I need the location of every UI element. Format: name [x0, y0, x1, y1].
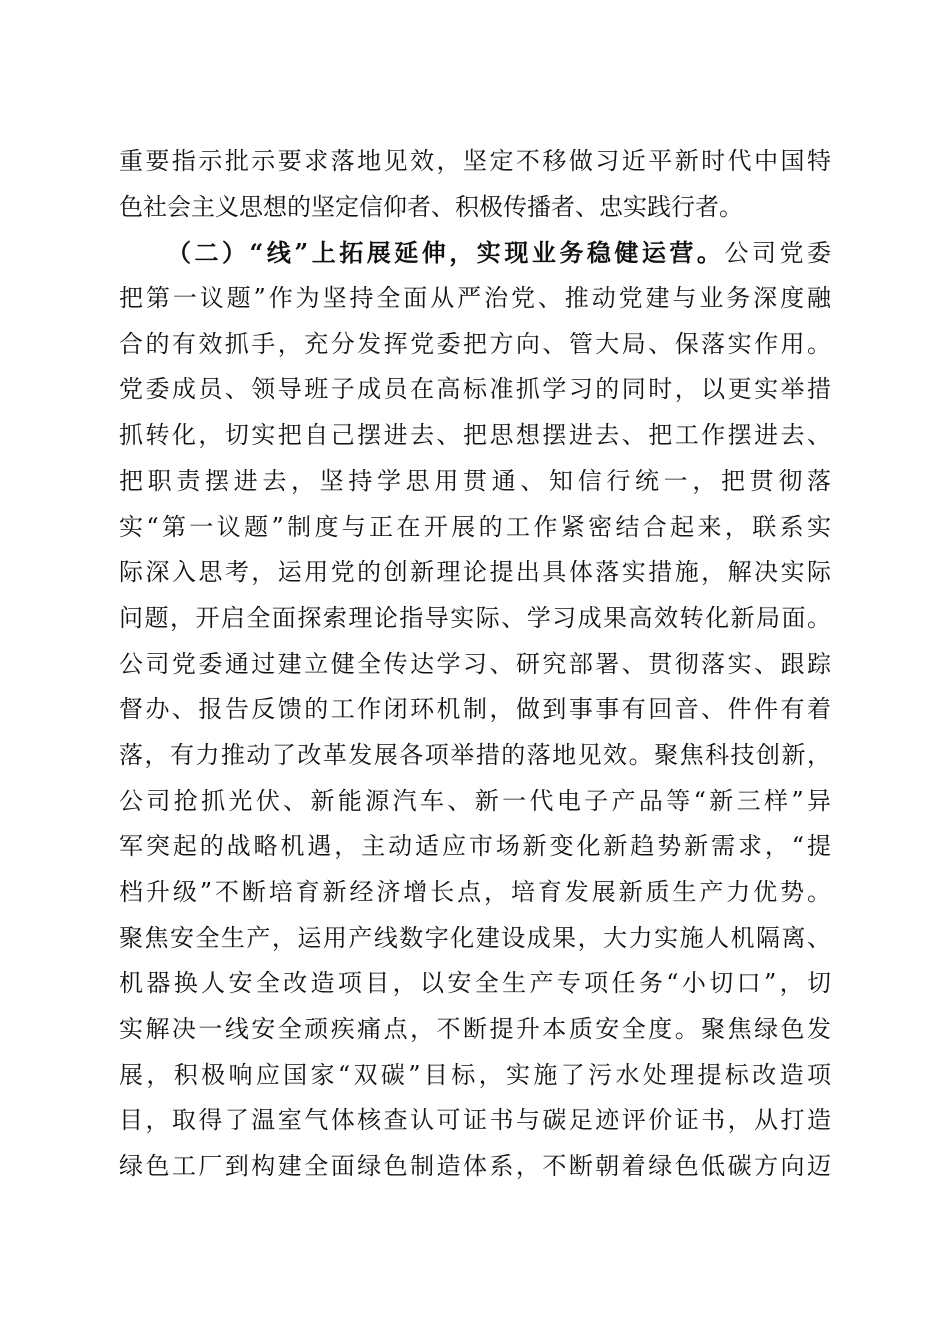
- text-line: 展，积极响应国家“双碳”目标，实施了污水处理提标改造项: [119, 1060, 831, 1089]
- heading-line-rest: 公司党委: [724, 239, 832, 268]
- text-line: 落，有力推动了改革发展各项举措的落地见效。聚焦科技创新，: [119, 740, 831, 769]
- text-line: 重要指示批示要求落地见效，坚定不移做习近平新时代中国特: [119, 147, 831, 175]
- text-line: 督办、报告反馈的工作闭环机制，做到事事有回音、件件有着: [119, 695, 831, 724]
- text-line-with-heading: [119, 230, 831, 276]
- paragraph-continuation: [119, 139, 831, 230]
- section-heading: （二）“线”上拓展延伸，实现业务稳健运营。: [167, 238, 725, 268]
- paragraph-section-2: [119, 230, 831, 1189]
- text-line: 实“第一议题”制度与正在开展的工作紧密结合起来，联系实: [119, 512, 831, 541]
- text-line: 军突起的战略机遇，主动适应市场新变化新趋势新需求，“提: [119, 832, 831, 861]
- text-line: 档升级”不断培育新经济增长点，培育发展新质生产力优势。: [119, 878, 831, 906]
- text-line: 合的有效抓手，充分发挥党委把方向、管大局、保落实作用。: [119, 329, 831, 358]
- text-line: 抓转化，切实把自己摆进去、把思想摆进去、把工作摆进去、: [119, 421, 831, 450]
- text-line: 公司抢抓光伏、新能源汽车、新一代电子产品等“新三样”异: [119, 786, 831, 815]
- text-line: 目，取得了温室气体核查认可证书与碳足迹评价证书，从打造: [119, 1106, 831, 1135]
- text-line: 党委成员、领导班子成员在高标准抓学习的同时，以更实举措: [119, 375, 831, 404]
- text-line: 机器换人安全改造项目，以安全生产专项任务“小切口”，切: [119, 969, 831, 998]
- text-line: 际深入思考，运用党的创新理论提出具体落实措施，解决实际: [119, 558, 831, 587]
- text-line: 聚焦安全生产，运用产线数字化建设成果，大力实施人机隔离、: [119, 923, 831, 952]
- text-line: 把职责摆进去，坚持学思用贯通、知信行统一，把贯彻落: [119, 466, 831, 495]
- text-line: 问题，开启全面探索理论指导实际、学习成果高效转化新局面。: [119, 603, 831, 632]
- body-text: [119, 139, 831, 1190]
- text-line: 公司党委通过建立健全传达学习、研究部署、贯彻落实、跟踪: [119, 649, 831, 678]
- text-line: 实解决一线安全顽疾痛点，不断提升本质安全度。聚焦绿色发: [119, 1015, 831, 1044]
- text-line: 绿色工厂到构建全面绿色制造体系，不断朝着绿色低碳方向迈: [119, 1152, 831, 1181]
- text-line: 色社会主义思想的坚定信仰者、积极传播者、忠实践行者。: [119, 192, 743, 221]
- text-line: 把第一议题”作为坚持全面从严治党、推动党建与业务深度融: [119, 284, 831, 313]
